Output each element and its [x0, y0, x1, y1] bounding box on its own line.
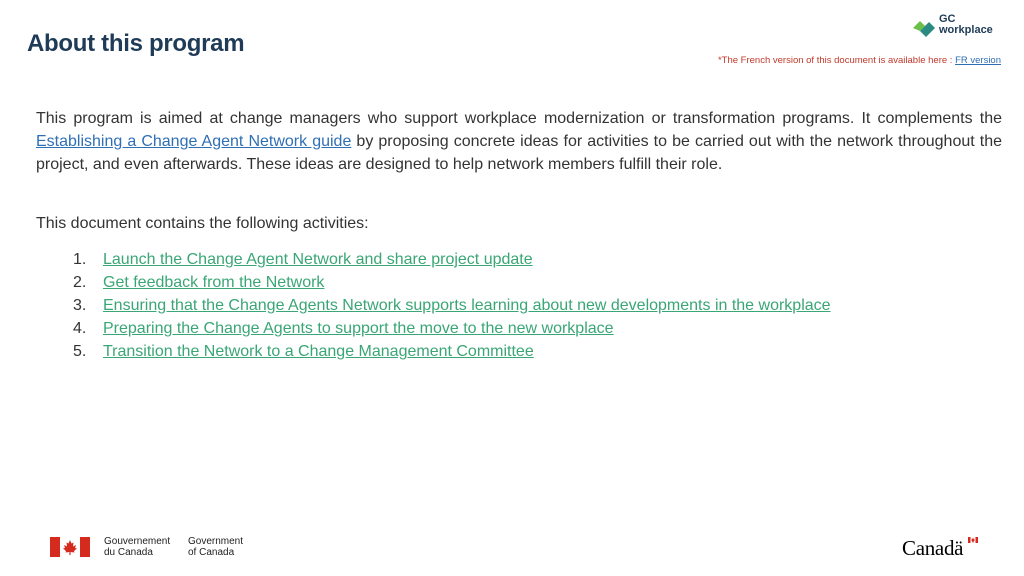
canada-flag-icon — [50, 537, 90, 557]
gov-fr-line-2: du Canada — [104, 547, 153, 558]
activity-link-5[interactable]: Transition the Network to a Change Management Committee — [103, 343, 534, 360]
activity-number: 1. — [73, 251, 87, 268]
gc-workplace-logo-icon — [911, 16, 937, 38]
gov-name-english — [188, 536, 243, 558]
gov-name-french — [104, 536, 170, 558]
gov-en-line-1: Government — [188, 536, 244, 547]
activity-number: 5. — [73, 343, 87, 360]
activities-intro: This document contains the following activities: — [36, 215, 369, 232]
intro-paragraph — [36, 107, 1002, 176]
french-note-text: *The French version of this document is available here : — [717, 55, 956, 66]
activity-number: 3. — [73, 297, 87, 314]
gov-en-line-2: of Canada — [188, 547, 235, 558]
activity-item — [73, 340, 831, 363]
fr-version-link[interactable]: FR version — [955, 55, 1001, 66]
intro-text-before: This program is aimed at change managers who support workplace modernization or transformation programs. It complements the — [36, 110, 1002, 127]
activity-item — [73, 317, 831, 340]
gov-fr-line-1: Gouvernement — [104, 536, 171, 547]
wordmark-flag-icon — [968, 535, 978, 545]
activity-list — [73, 248, 831, 363]
logo-line-2: workplace — [939, 24, 993, 36]
gc-workplace-logo — [911, 14, 1003, 40]
activity-link-1[interactable]: Launch the Change Agent Network and share project update — [103, 251, 533, 268]
french-version-note — [718, 55, 1001, 66]
activity-number: 2. — [73, 274, 87, 291]
activity-item — [73, 271, 831, 294]
activity-number: 4. — [73, 320, 87, 337]
canada-wordmark: Canadä — [902, 536, 964, 560]
change-agent-guide-link[interactable]: Establishing a Change Agent Network guide — [36, 133, 352, 150]
intro-text-after: by proposing concrete ideas for activities to be carried out with the network throughout the project, and even afterwards. These ideas are designed to help network members fulfill their role. — [36, 133, 1003, 173]
logo-line-1: GC — [939, 13, 956, 25]
activity-link-4[interactable]: Preparing the Change Agents to support the move to the new workplace — [103, 320, 614, 337]
activity-item — [73, 294, 831, 317]
page-title: About this program — [27, 30, 245, 57]
activity-item — [73, 248, 831, 271]
activity-link-3[interactable]: Ensuring that the Change Agents Network supports learning about new developments in the workplace — [103, 297, 831, 314]
gc-workplace-logo-text — [939, 14, 993, 36]
activity-link-2[interactable]: Get feedback from the Network — [103, 274, 325, 291]
